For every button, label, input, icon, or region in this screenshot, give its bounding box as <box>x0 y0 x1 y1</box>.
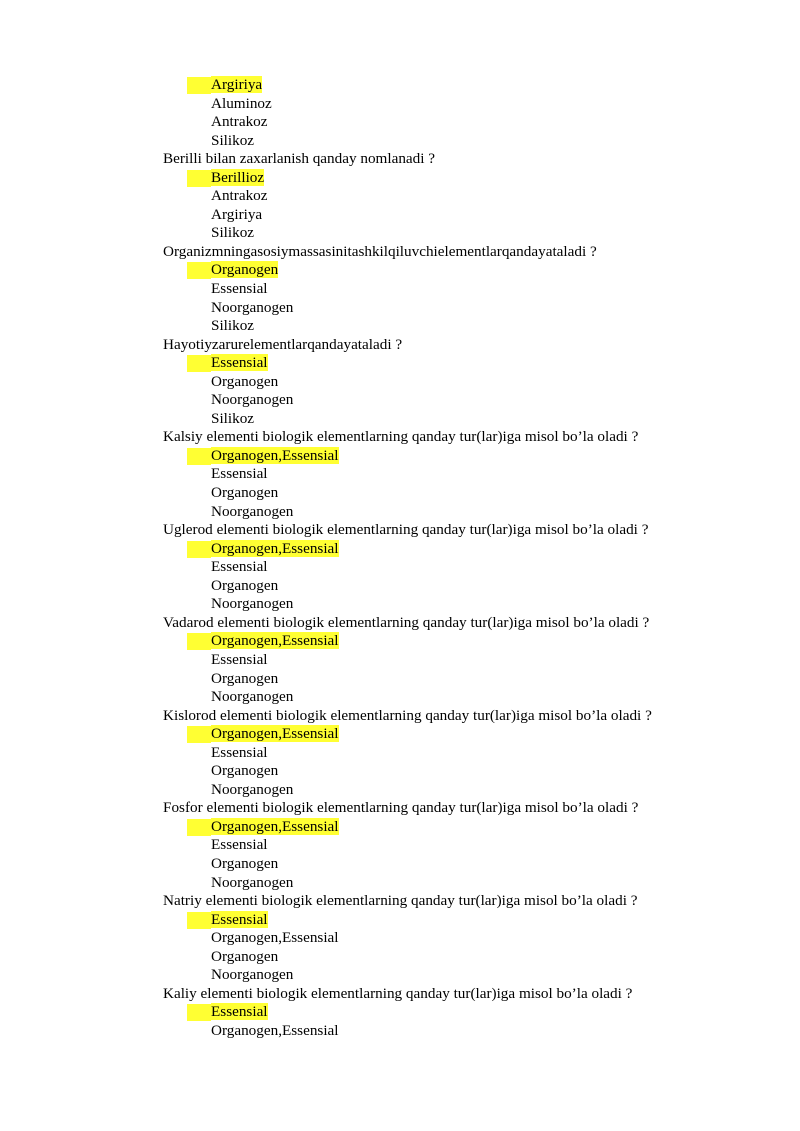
answer-option <box>163 317 780 336</box>
answer-option <box>163 113 780 132</box>
answer-text: Silikoz <box>211 224 255 242</box>
answer-text: Organogen,Essensial <box>211 725 339 743</box>
answer-text: Organogen <box>211 947 279 965</box>
answer-text: Argiriya <box>211 76 263 93</box>
answer-option <box>163 651 780 670</box>
answer-text: Noorganogen <box>211 391 294 409</box>
answer-option <box>163 966 780 985</box>
answer-option <box>163 206 780 225</box>
highlight-marker <box>187 262 211 279</box>
correct-answer-option <box>163 76 780 95</box>
answer-text: Berillioz <box>211 168 265 186</box>
answer-text: Organogen <box>211 484 279 502</box>
answer-text: Silikoz <box>211 131 255 149</box>
answer-option <box>163 688 780 707</box>
answer-option <box>163 484 780 503</box>
answer-text: Organogen,Essensial <box>211 446 339 464</box>
answer-text: Aluminoz <box>211 94 272 112</box>
correct-answer-option <box>163 725 780 744</box>
answer-text: Essensial <box>211 910 268 928</box>
answer-text: Silikoz <box>211 409 255 427</box>
answer-text: Organogen <box>211 762 279 780</box>
question-text: Kislorod elementi biologik elementlarning qanday tur(lar)iga misol bo’la oladi ? <box>163 706 652 724</box>
answer-option <box>163 836 780 855</box>
answer-option <box>163 299 780 318</box>
answer-option <box>163 558 780 577</box>
question-text: Organizmningasosiymassasinitashkilqiluvchielementlarqandayataladi ? <box>163 242 597 260</box>
answer-text: Essensial <box>211 354 268 372</box>
correct-answer-option <box>163 911 780 930</box>
answer-text: Essensial <box>211 743 268 761</box>
correct-answer-option <box>163 818 780 837</box>
question-text: Berilli bilan zaxarlanish qanday nomlanadi ? <box>163 150 436 168</box>
quiz-content <box>163 76 780 1040</box>
highlight-marker <box>187 633 211 650</box>
answer-text: Essensial <box>211 280 268 298</box>
answer-text: Organogen <box>211 261 279 279</box>
answer-option <box>163 948 780 967</box>
answer-option <box>163 224 780 243</box>
answer-text: Organogen,Essensial <box>211 1021 339 1039</box>
answer-option <box>163 929 780 948</box>
correct-answer-option <box>163 354 780 373</box>
question-text: Vadarod elementi biologik elementlarning qanday tur(lar)iga misol bo’la oladi ? <box>163 613 650 631</box>
answer-text: Organogen <box>211 576 279 594</box>
answer-text: Essensial <box>211 1003 268 1021</box>
answer-option <box>163 670 780 689</box>
answer-text: Organogen,Essensial <box>211 929 339 947</box>
answer-option <box>163 95 780 114</box>
question-text: Uglerod elementi biologik elementlarning qanday tur(lar)iga misol bo’la oladi ? <box>163 521 649 539</box>
question-text: Kalsiy elementi biologik elementlarning qanday tur(lar)iga misol bo’la oladi ? <box>163 428 639 446</box>
highlight-marker <box>187 77 211 94</box>
answer-option <box>163 855 780 874</box>
answer-text: Noorganogen <box>211 780 294 798</box>
answer-text: Organogen <box>211 854 279 872</box>
answer-text: Argiriya <box>211 205 263 223</box>
correct-answer-option <box>163 447 780 466</box>
question-text: Natriy elementi biologik elementlarning qanday tur(lar)iga misol bo’la oladi ? <box>163 892 638 910</box>
question-text: Hayotiyzarurelementlarqandayataladi ? <box>163 335 403 353</box>
question-text: Fosfor elementi biologik elementlarning qanday tur(lar)iga misol bo’la oladi ? <box>163 799 639 817</box>
answer-text: Noorganogen <box>211 595 294 613</box>
answer-text: Essensial <box>211 650 268 668</box>
answer-text: Organogen,Essensial <box>211 632 339 650</box>
answer-text: Organogen <box>211 372 279 390</box>
question-text: Kaliy elementi biologik elementlarning qanday tur(lar)iga misol bo’la oladi ? <box>163 984 633 1002</box>
answer-option <box>163 744 780 763</box>
answer-option <box>163 503 780 522</box>
answer-option <box>163 874 780 893</box>
answer-text: Noorganogen <box>211 873 294 891</box>
answer-text: Essensial <box>211 836 268 854</box>
answer-option <box>163 391 780 410</box>
answer-option <box>163 187 780 206</box>
highlight-marker <box>187 726 211 743</box>
highlight-marker <box>187 541 211 558</box>
answer-option <box>163 465 780 484</box>
answer-option <box>163 132 780 151</box>
highlight-marker <box>187 1004 211 1021</box>
highlight-marker <box>187 819 211 836</box>
answer-text: Noorganogen <box>211 502 294 520</box>
answer-option <box>163 781 780 800</box>
correct-answer-option <box>163 261 780 280</box>
answer-option <box>163 280 780 299</box>
answer-text: Organogen <box>211 669 279 687</box>
highlight-marker <box>187 912 211 929</box>
answer-text: Noorganogen <box>211 298 294 316</box>
answer-text: Noorganogen <box>211 688 294 706</box>
answer-text: Antrakoz <box>211 113 268 131</box>
answer-option <box>163 762 780 781</box>
correct-answer-option <box>163 1003 780 1022</box>
answer-text: Essensial <box>211 558 268 576</box>
correct-answer-option <box>163 632 780 651</box>
answer-text: Noorganogen <box>211 966 294 984</box>
answer-text: Essensial <box>211 465 268 483</box>
highlight-marker <box>187 448 211 465</box>
answer-option <box>163 1022 780 1041</box>
answer-option <box>163 410 780 429</box>
correct-answer-option <box>163 169 780 188</box>
answer-option <box>163 595 780 614</box>
answer-text: Organogen,Essensial <box>211 539 339 557</box>
answer-text: Antrakoz <box>211 187 268 205</box>
correct-answer-option <box>163 540 780 559</box>
highlight-marker <box>187 170 211 187</box>
answer-option <box>163 577 780 596</box>
answer-text: Organogen,Essensial <box>211 817 339 835</box>
answer-option <box>163 373 780 392</box>
highlight-marker <box>187 355 211 372</box>
answer-text: Silikoz <box>211 317 255 335</box>
